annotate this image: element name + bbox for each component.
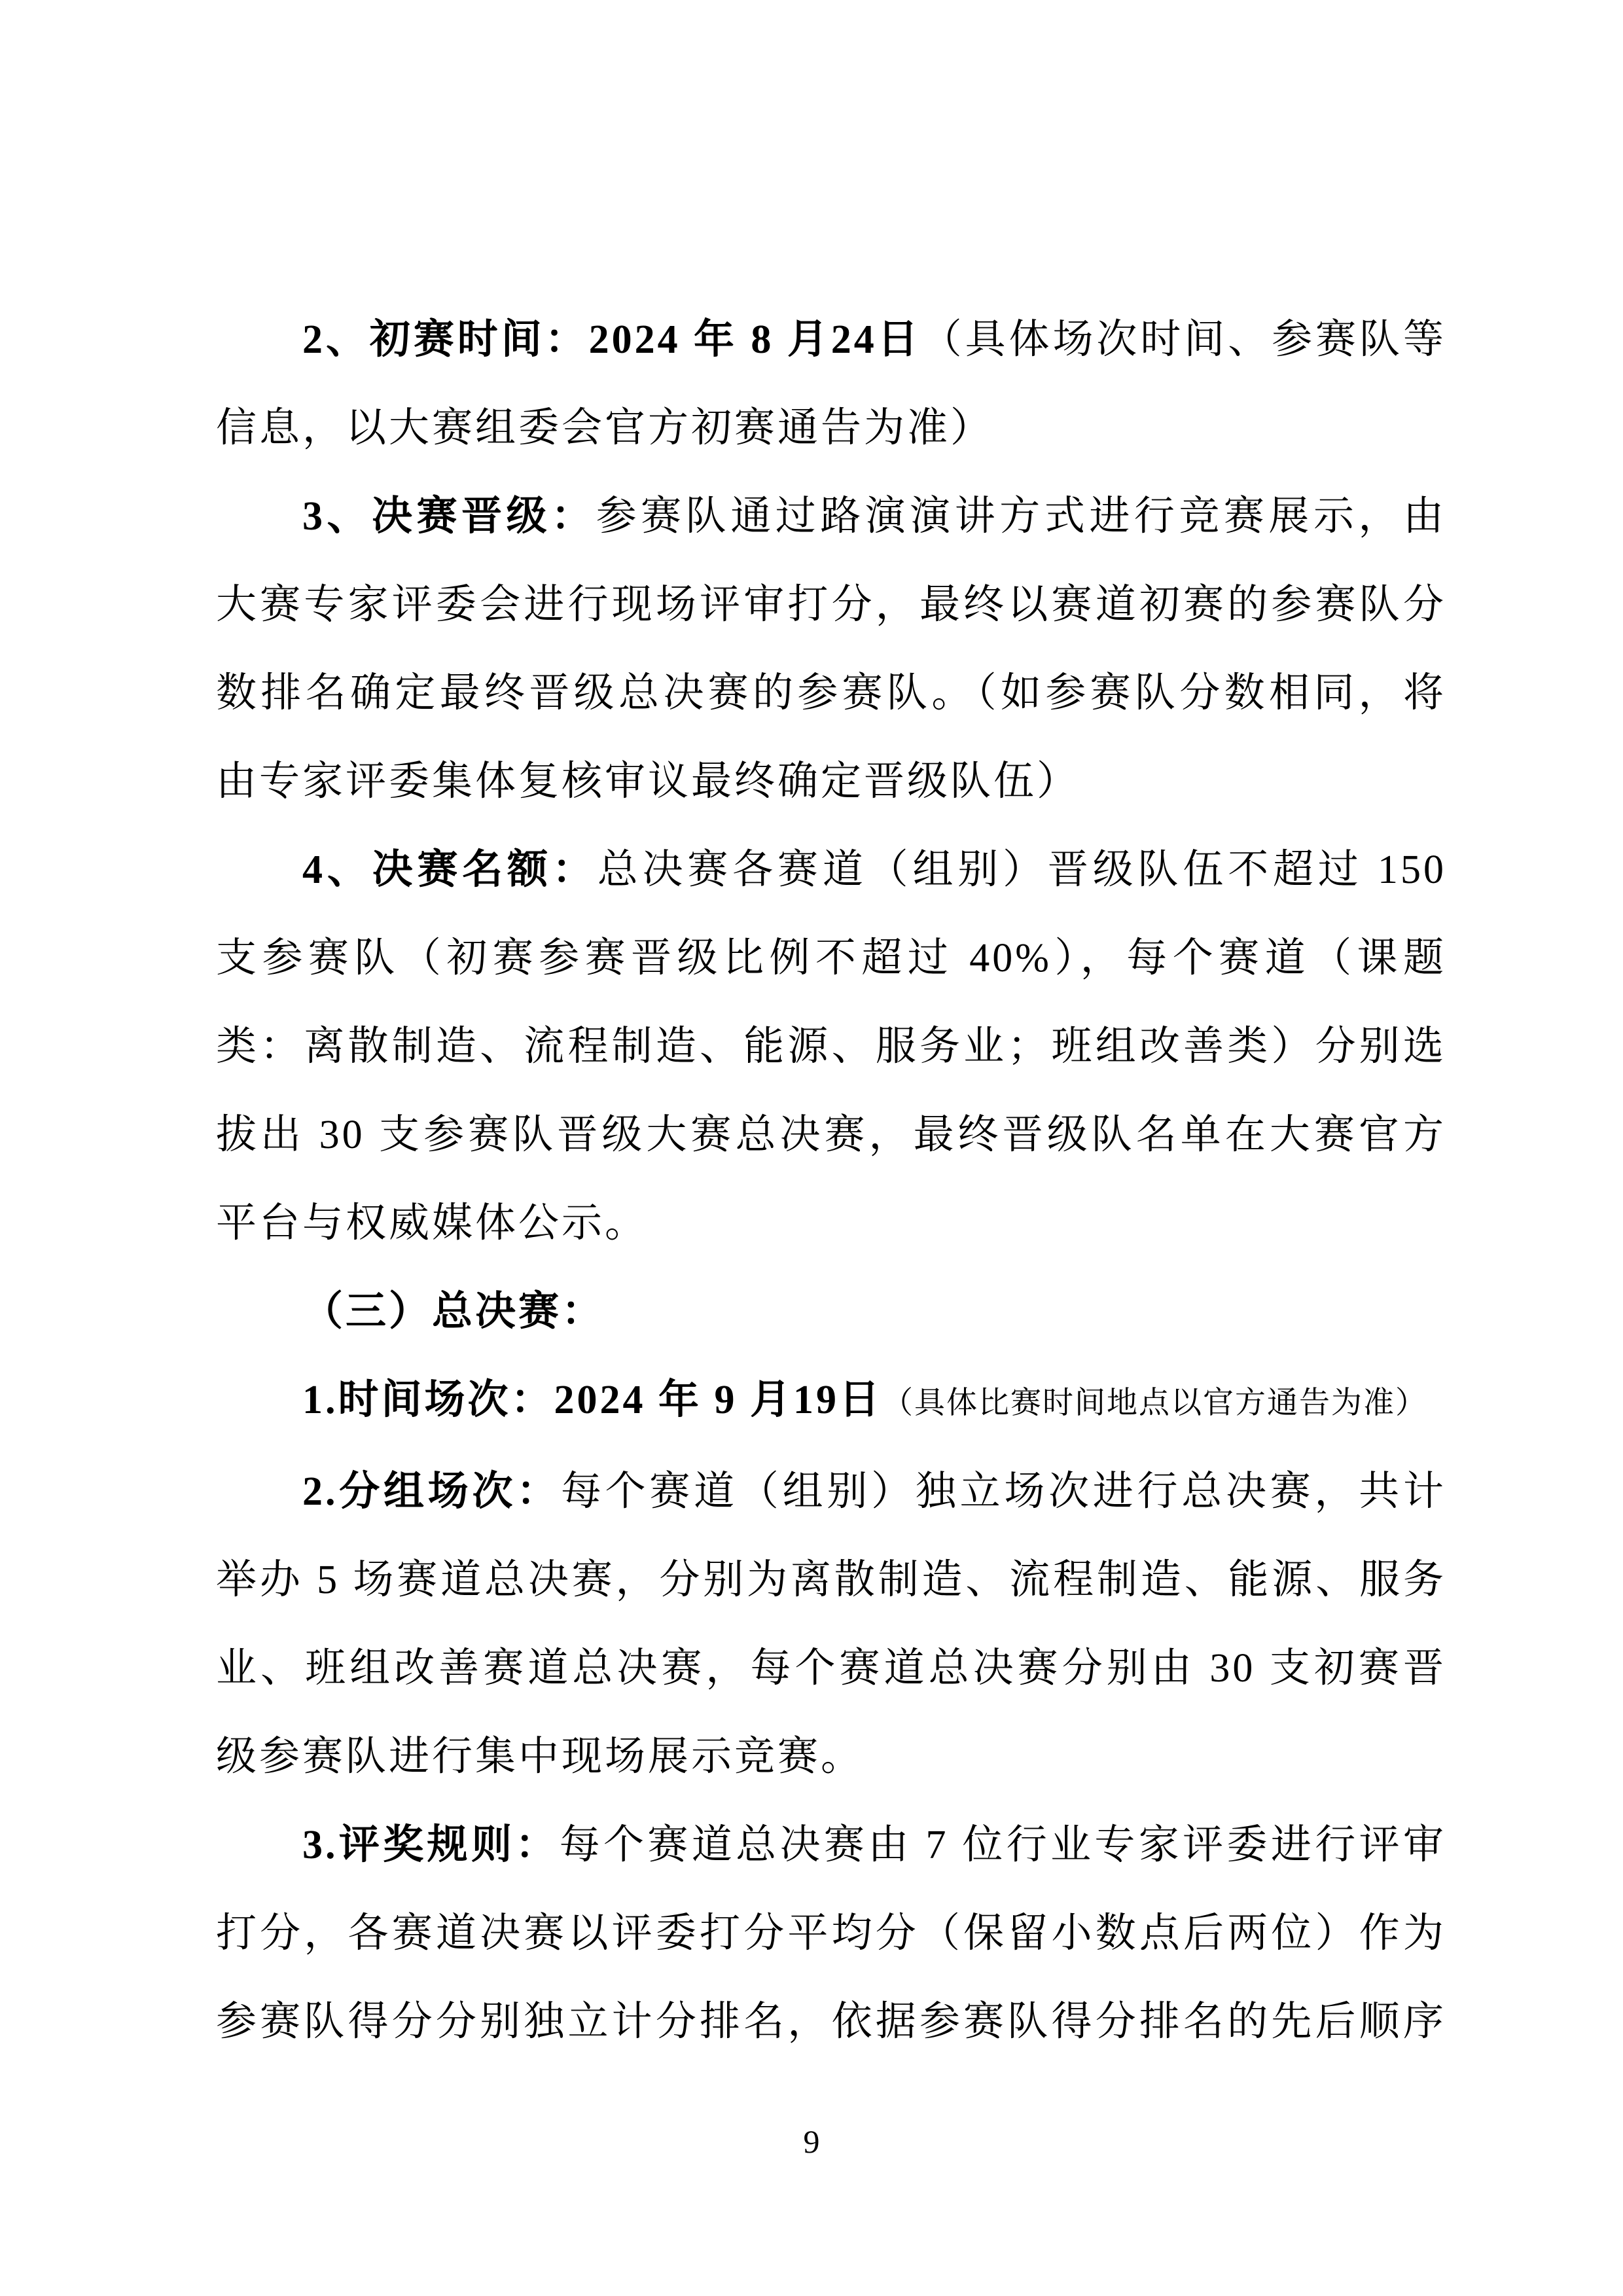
paragraph-label: （三）总决赛：	[302, 1289, 605, 1334]
paragraph-note: （具体比赛时间地点以官方通告为准）	[882, 1386, 1428, 1420]
paragraph-preliminary-round-time	[216, 296, 1446, 473]
document-body	[216, 296, 1446, 2066]
paragraph-label: 3、决赛晋级：	[302, 494, 596, 539]
paragraph-label: 3.评奖规则：	[302, 1823, 560, 1867]
page-number: 9	[803, 2123, 820, 2160]
paragraph-label: 2、初赛时间：2024 年 8 月24日	[302, 317, 921, 362]
paragraph-final-quota	[216, 826, 1446, 1268]
paragraph-label: 4、决赛名额：	[302, 848, 597, 892]
paragraph-text: 每个赛道（组别）独立场次进行总决赛，共计举办 5 场赛道总决赛，分别为离散制造、流程制造、能源、服务业、班组改善赛道总决赛，每个赛道总决赛分别由 30 支初赛晋级参赛队进行集中现场展示竞赛。	[216, 1469, 1446, 1779]
paragraph-text: 每个赛道总决赛由 7 位行业专家评委进行评审打分，各赛道决赛以评委打分平均分（保留小数点后两位）作为参赛队得分分别独立计分排名，依据参赛队得分排名的先后顺序	[216, 1823, 1446, 2044]
paragraph-label: 1.时间场次：2024 年 9 月19日	[302, 1378, 883, 1422]
paragraph-grouping-sessions	[216, 1448, 1446, 1801]
paragraph-text: 参赛队通过路演演讲方式进行竞赛展示，由大赛专家评委会进行现场评审打分，最终以赛道初赛的参赛队分数排名确定最终晋级总决赛的参赛队。（如参赛队分数相同，将由专家评委集体复核审议最终确定晋级队伍）	[216, 494, 1446, 804]
paragraph-text: 总决赛各赛道（组别）晋级队伍不超过 150 支参赛队（初赛参赛晋级比例不超过 40%），每个赛道（课题类：离散制造、流程制造、能源、服务业；班组改善类）分别选拔出 30 支参赛队晋级大赛总决赛，最终晋级队名单在大赛官方平台与权威媒体公示。	[216, 848, 1446, 1246]
paragraph-grand-final-time	[216, 1356, 1446, 1448]
paragraph-label: 2.分组场次：	[302, 1469, 561, 1514]
paragraph-text: （具体场次时间、参赛队等信息，以大赛组委会官方初赛通告为准）	[216, 317, 1446, 450]
heading-grand-final	[216, 1268, 1446, 1356]
paragraph-final-promotion	[216, 473, 1446, 826]
paragraph-award-rules	[216, 1801, 1446, 2066]
